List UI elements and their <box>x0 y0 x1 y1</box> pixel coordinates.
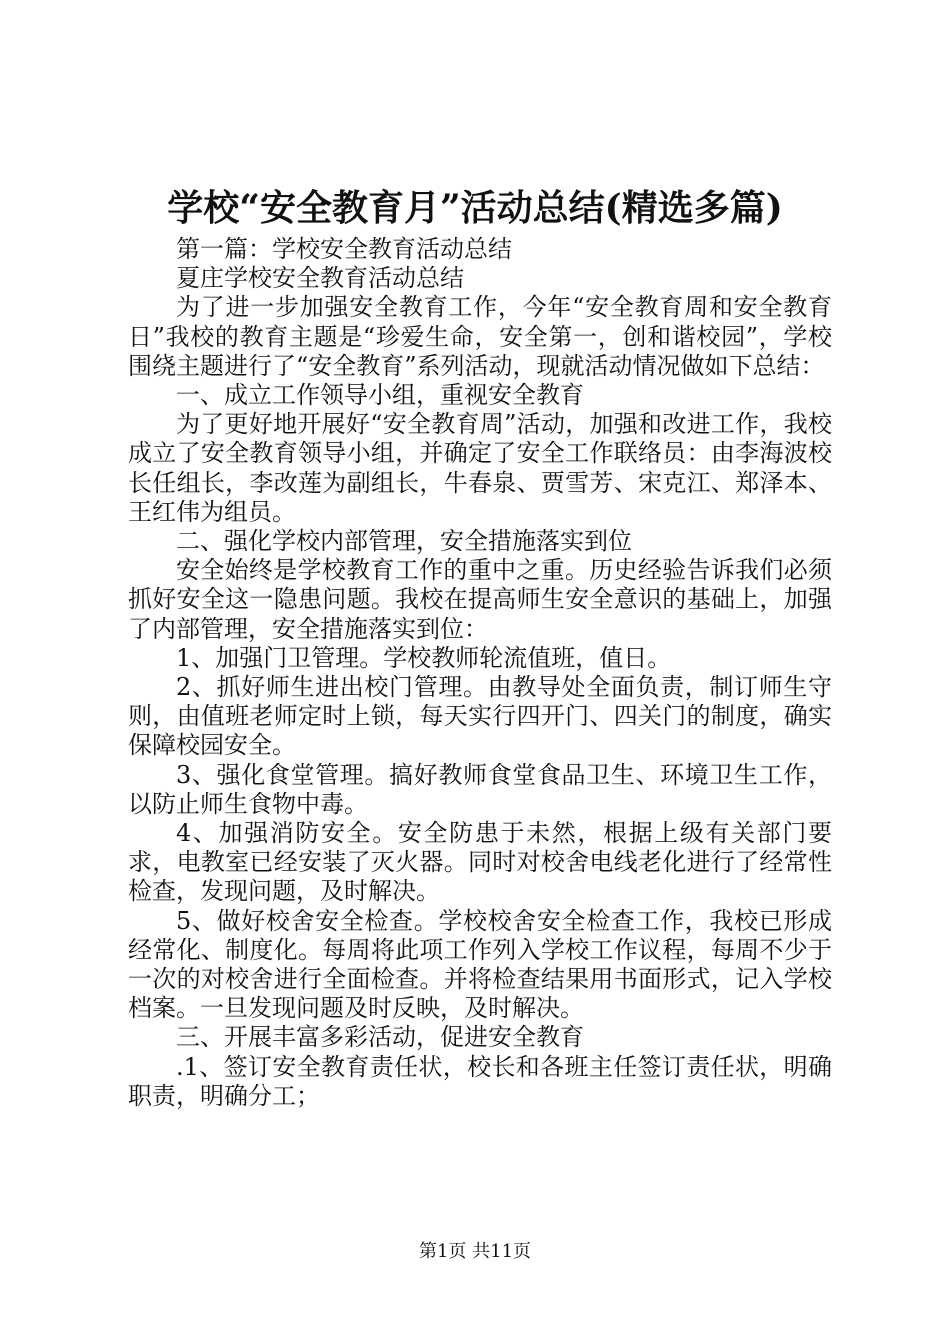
paragraph-5: 为了更好地开展好“安全教育周”活动，加强和改进工作，我校成立了安全教育领导小组，并确定了安全工作联络员：由李海波校长任组长，李改莲为副组长，牛春泉、贾雪芳、宋克江、郑泽本、王红伟为组员。 <box>128 410 832 526</box>
page-number-footer: 第1页 共11页 <box>418 1241 532 1262</box>
paragraph-1: 第一篇：学校安全教育活动总结 <box>176 235 512 263</box>
paragraph-9: 2、抓好师生进出校门管理。由教导处全面负责，制订师生守则，由值班老师定时上锁，每天实行四开门、四关门的制度，确实保障校园安全。 <box>128 673 832 760</box>
paragraph-11: 4、加强消防安全。安全防患于未然，根据上级有关部门要求，电教室已经安装了灭火器。同时对校舍电线老化进行了经常性检查，发现问题，及时解决。 <box>128 819 832 906</box>
document-title: 学校“安全教育月”活动总结(精选多篇) <box>167 187 783 229</box>
paragraph-3: 为了进一步加强安全教育工作，今年“安全教育周和安全教育日”我校的教育主题是“珍爱生命，安全第一，创和谐校园”，学校围绕主题进行了“安全教育”系列活动，现就活动情况做如下总结： <box>128 293 832 380</box>
paragraph-13: 三、开展丰富多彩活动，促进安全教育 <box>176 1023 584 1052</box>
paragraph-14: .1、签订安全教育责任状，校长和各班主任签订责任状，明确职责，明确分工； <box>128 1052 832 1110</box>
paragraph-12: 5、做好校舍安全检查。学校校舍安全检查工作，我校已形成经常化、制度化。每周将此项工作列入学校工作议程，每周不少于一次的对校舍进行全面检查。并将检查结果用书面形式，记入学校档案。一旦发现问题及时反映，及时解决。 <box>128 906 832 1023</box>
paragraph-7: 安全始终是学校教育工作的重中之重。历史经验告诉我们必须抓好安全这一隐患问题。我校在提高师生安全意识的基础上，加强了内部管理，安全措施落实到位： <box>128 556 832 643</box>
paragraph-10: 3、强化食堂管理。搞好教师食堂食品卫生、环境卫生工作，以防止师生食物中毒。 <box>128 760 832 818</box>
paragraph-8: 1、加强门卫管理。学校教师轮流值班，值日。 <box>176 643 672 672</box>
paragraph-4: 一、成立工作领导小组，重视安全教育 <box>176 381 584 410</box>
paragraph-2: 夏庄学校安全教育活动总结 <box>176 264 464 293</box>
paragraph-6: 二、强化学校内部管理，安全措施落实到位 <box>176 527 632 556</box>
document-body <box>128 235 832 1111</box>
